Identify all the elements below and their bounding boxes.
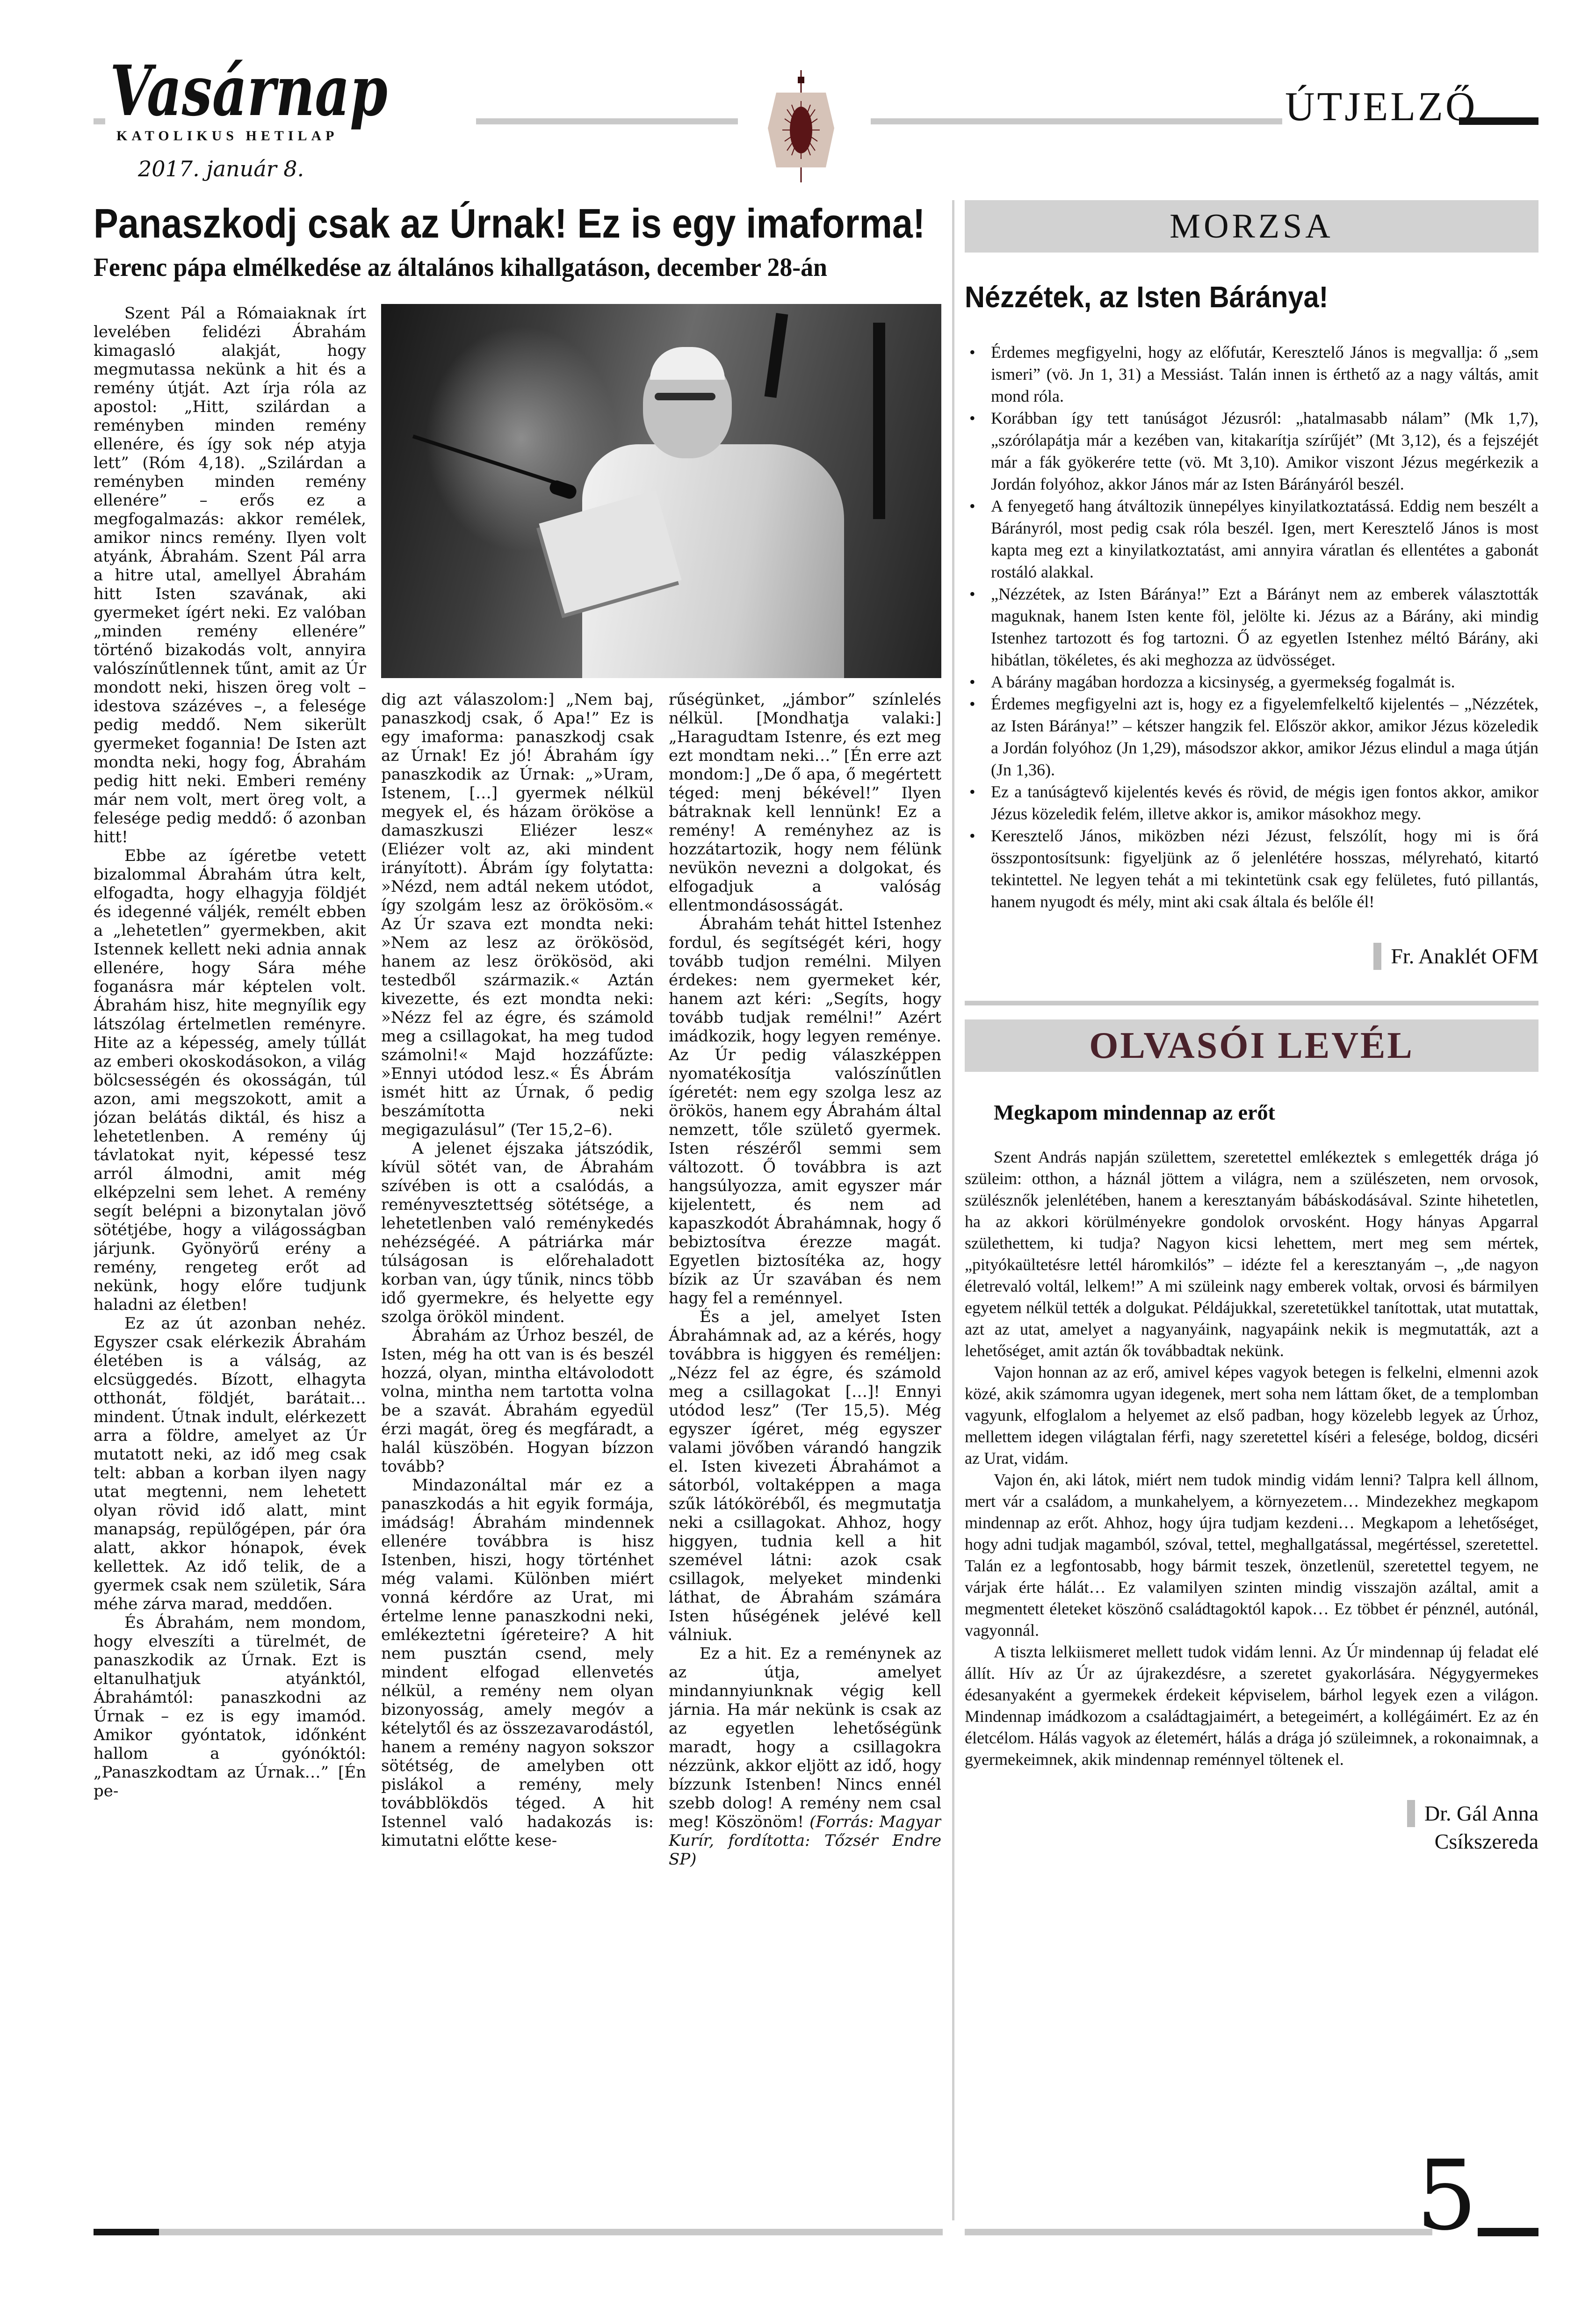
footer-bar-black-left: [94, 2229, 159, 2235]
bullet-icon: •: [969, 409, 975, 427]
article-body: [94, 304, 942, 2202]
bullet-icon: •: [969, 585, 975, 603]
article-header: [94, 202, 942, 282]
morzsa-bullet-list: [965, 341, 1538, 913]
list-item: [965, 825, 1538, 913]
morzsa-section-band: [965, 200, 1538, 253]
paragraph-text: Ez a hit. Ez a reménynek az az útja, amelyet mindannyiunknak végig kell járnia. Ha már nekünk is csak az az egyetlen lehetőségünk maradt, hogy a csillagokra nézzünk, akkor eljött az idő, hogy bízzunk Istenben! Nincs ennél szebb dolog! A remény nem csal meg! Köszönöm!: [669, 1644, 941, 1831]
footer-bar-gray-left: [159, 2229, 943, 2235]
issue-date: 2017. január 8.: [138, 156, 304, 181]
bullet-icon: •: [969, 782, 975, 801]
paragraph: Ábrahám tehát hittel Istenhez fordul, és segítségét kéri, hogy tovább tudjon remélni. Milyen érdekes: nem gyermeket kér, hanem azt kéri: „Segíts, hogy tovább tudjak remélni!” Azért imádkozik, hogy legyen reménye. Az Úr pedig válaszképpen nyomatékosítja valószínűtlen ígéretét: nem egy szolga lesz az örökös, hanem egy Ábrahám által nemzett, tőle születő gyermek. Isten részéről semmi sem változott. Ő továbbra is azt hangsúlyozza, amit egyszer már kijelentett, és nem ad kapaszkodót Ábrahámnak, hogy ő bebiztosítva érezze magát. Egyetlen biztosítéka az, hogy bízik az Úr szavában és nem hagy fel a reménnyel.: [669, 915, 941, 1308]
photo-chair: [873, 323, 885, 519]
bullet-text: Ez a tanúságtevő kijelentés kevés és rövid, de mégis igen fontos akkor, amikor Jézus közeledik felém, illetve akkor is, amikor másokhoz megy.: [991, 782, 1538, 823]
bullet-icon: •: [969, 672, 975, 691]
bullet-icon: •: [969, 343, 975, 361]
paragraph: Ebbe az ígéretbe vetett bizalommal Ábrahám útra kelt, elfogadta, hogy elhagyja földjét és idegenné váljék, remélt ebben a „lehetetlen” gyermekben, akit Istennek kellett neki adnia annak ellenére, hogy Sára méhe foganásra már képtelen volt. Ábrahám hisz, hite megnyílik egy látszólag értelmetlen reményre. Hite az a képesség, amely túllát az emberi okoskodásokon, a világ bölcsességén és okosságán, túl azon, ami megszokott, amit a józan belátás diktál, és hisz a lehetetlenben. A remény új távlatokat nyit, képessé tesz arról álmodni, amit még elképzelni sem lehet. A remény segít belépni a bizonytalan jövő sötétjébe, hogy a világosságban járjunk. Gyönyörű erény a remény, rengeteg erőt ad nekünk, hogy előre tudjunk haladni az életben!: [94, 846, 366, 1314]
paragraph: Ábrahám az Úrhoz beszél, de Isten, még ha ott van is és beszél hozzá, olyan, mintha eltávolodott volna, mintha nem tartotta volna be a szavát. Ábrahám egyedül érzi magát, öreg és megfáradt, a halál küszöbén. Hogyan bízzon tovább?: [381, 1326, 654, 1476]
letter-signature: [965, 1800, 1538, 1827]
bullet-text: A fenyegető hang átváltozik ünnepélyes kinyilatkoztatássá. Eddig nem beszélt a Bárányról, most pedig csak róla beszél. Igen, mert Keresztelő János is most kapta meg ezt a kinyilatkoztatást, ami annyira váratlan és ellentétes a gabonát rostáló alakkal.: [991, 497, 1538, 581]
photo-pope-francis: [381, 304, 941, 678]
paragraph: Vajon honnan az az erő, amivel képes vagyok betegen is felkelni, elmenni azok közé, akik számomra ugyan idegenek, mert soha nem láttam őket, de a templomban vagyunk, elfoglalom a helyemet az első padban, hogy közelebb legyek az Úrhoz, mellettem idegen világtalan férfi, nagy szeretettel kíséri a felesége, boldog, dicséri az Urat, vidám.: [965, 1363, 1538, 1467]
paragraph: rűségünket, „jámbor” színlelés nélkül. [Mondhatja valaki:] „Haragudtam Istenre, és ezt meg ezt mondtam neki…” [Én erre azt mondom:] „De ő apa, ő megértett téged: menj békével!” Ilyen bátraknak kell lennünk! Ez a remény! A reményhez az is hozzátartozik, hogy nem félünk nevükön nevezni a dolgokat, és elfogadjuk a valóság ellentmondásosságát.: [669, 690, 941, 915]
bullet-text: Érdemes megfigyelni azt is, hogy ez a figyelemfelkeltő kijelentés – „Nézzétek, az Isten Báránya!” – kétszer hangzik fel. Először akkor, amikor Jézus közeledik a Jordán folyóhoz (Jn 1,29), másodszor akkor, amikor Jézus elindul a maga útján (Jn 1,36).: [991, 694, 1538, 779]
brand-tagline: KATOLIKUS HETILAP: [116, 128, 339, 144]
bullet-text: Keresztelő János, miközben nézi Jézust, felszólít, hogy mi is őrá összpontosítsunk: figyeljünk az ő jelenlétére hosszas, mélyreható, kitartó tekintettel. Ne legyen tehát a mi tekintetünk csak egy felületes, futó pillantás, hanem nyugodt és mély, mint aki csak általa és belőle él!: [991, 826, 1538, 911]
article-columns-2-3: [381, 304, 941, 2202]
letters-section-band: [965, 1019, 1538, 1072]
section-title: ÚTJELZŐ: [1285, 84, 1478, 130]
list-item: [965, 341, 1538, 407]
masthead-emblem-icon: [761, 70, 841, 184]
paragraph: Mindazonáltal már ez a panaszkodás a hit egyik formája, imádság! Ábrahám mindennek ellenére továbbra is hisz Istenben, hiszi, hogy történhet még valami. Különben miért vonná kérdőre az Urat, mi értelme lenne panaszkodni neki, emlékeztetni ígéreteire? A hit nem pusztán csend, mely mindent elfogad ellenvetés nélkül, a remény nem olyan bizonyosság, amely megóv a kételytől és az összezavarodástól, hanem a remény nagyon sokszor sötétség, de amelyben ott pislákol a remény, mely továbblökdös téged. A hit Istennel való hadakozás is: kimutatni előtte kese-: [381, 1476, 654, 1850]
paragraph: Vajon én, aki látok, miért nem tudok mindig vidám lenni? Talpra kell állnom, mert vár a családom, a munkahelyem, a környezetem… Mindezekhez megkapom mindennap az erőt. Ahhoz, hogy újra tudjam kezdeni… Megkapom a lehetőséget, hogy adni tudjak magamból, szóval, tettel, meghallgatással, megértéssel, szeretettel. Talán ez a legfontosabb, hogy bármit teszek, önzetlenül, szeretettel tegyem, ne várjak érte hálát… Ez valamilyen szinten mindig visszajön azáltal, amit a megmentett életeket köszönő családtagoktól kapok… Ez többet ér pénznél, autónál, vagyonnál.: [965, 1470, 1538, 1640]
bullet-text: A bárány magában hordozza a kicsinység, a gyermekség fogalmát is.: [991, 672, 1455, 691]
column-divider: [952, 200, 954, 2220]
paragraph: Szent Pál a Rómaiaknak írt levelében felidézi Ábrahám kimagasló alakját, hogy megmutassa nekünk a hit és a remény útját. Azt írja róla az apostol: „Hitt, szilárdan a reményben minden remény ellenére, és így sok nép atyja lett” (Róm 4,18). „Szilárdan a reményben minden remény ellenére” – erős ez a megfogalmazás: akkor remélek, amikor nincs remény. Ilyen volt atyánk, Ábrahám. Szent Pál arra a hitre utal, amellyel Ábrahám hitt Isten szavának, aki gyermeket ígért neki. Ez valóban „minden remény ellenére” történő bizakodás volt, annyira valószínűtlennek tűnt, amit az Úr mondott neki, hiszen öreg volt – idestova százéves –, a felesége pedig meddő. Nem sikerült gyermeket fogannia! De Isten azt mondta neki, hogy fog, Ábrahám pedig hitt neki. Emberi remény már nem volt, mert öreg volt, a felesége pedig meddő: ő azonban hitt!: [94, 304, 366, 846]
list-item: [965, 407, 1538, 495]
article-subheadline: Ferenc pápa elmélkedése az általános kihallgatáson, december 28-án: [94, 253, 827, 282]
footer-bar-black-right: [1478, 2228, 1538, 2236]
paragraph: [669, 1644, 941, 1869]
paragraph: És Ábrahám, nem mondom, hogy elveszíti a türelmét, de panaszkodik az Úrnak. Ezt is eltanulhatjuk atyánktól, Ábrahámtól: panaszkodni az Úrnak – ez is egy imamód. Amikor gyóntatok, időnként hallom a gyónóktól: „Panaszkodtam az Úrnak…” [Én pe-: [94, 1613, 366, 1800]
morzsa-signature: [965, 943, 1538, 970]
morzsa-section-label: MORZSA: [1170, 207, 1334, 246]
signature-bar: [1407, 1800, 1415, 1827]
bullet-icon: •: [969, 497, 975, 515]
morzsa-title: Nézzétek, az Isten Báránya!: [965, 280, 1329, 314]
bullet-text: „Nézzétek, az Isten Báránya!” Ezt a Bárányt nem az emberek választották maguknak, hanem Isten kente föl, jelölte ki. Jézus az a Bárány, aki mindig Istenhez tartozott és fog tartozni. Ő az egyetlen Istenhez méltó Bárány, aki hibátlan, tökéletes, és aki meghozza az üdvösséget.: [991, 585, 1538, 669]
list-item: [965, 583, 1538, 671]
paragraph: És a jel, amelyet Isten Ábrahámnak ad, az a kérés, hogy továbbra is higgyen és reméljen: „Nézz fel az égre, és számold meg a csillagokat […]! Ennyi utódod lesz” (Ter 15,5). Még egyszer ígéret, még egyszer valami jövőben várandó hangzik el. Isten kivezeti Ábrahámot a sátorból, voltaképpen a maga szűk látóköréből, és megmutatja neki a csillagokat. Ahhoz, hogy higgyen, tudnia kell a hit szemével látni: azok csak csillagok, melyeket mindenki láthat, de Ábrahám számára Isten hűségének jelévé kell válniuk.: [669, 1308, 941, 1644]
photo-chair: [765, 313, 788, 398]
article-column-2: [381, 690, 654, 1869]
paragraph: A tiszta lelkiismeret mellett tudok vidám lenni. Az Úr mindennap új feladat elé állít. Hív az Úr az újrakezdésre, a szeretet gyakorlására. Négygyermekes édesanyaként a gyermekek érdekeit képviselem, bárhol legyek ezen a világon. Mindennap imádkozom a családtagjaimért, a betegeimért, a kollégáimért. Ez az én életcélom. Hálás vagyok az életemért, hálás a drága jó szüleimnek, a rokonaimnak, a gyermekeimnek, akik mindennap reménnyel töltenek el.: [965, 1642, 1538, 1769]
masthead-rule-right: [871, 118, 1282, 124]
letter-body: [965, 1146, 1538, 1770]
letter-title: Megkapom mindennap az erőt: [994, 1100, 1275, 1124]
masthead-logo: [105, 50, 476, 184]
paragraph: dig azt válaszolom:] „Nem baj, panaszkodj csak, ő Apa!” Ez is egy imaforma: panaszkodj csak az Úrnak! Ez jó! Ábrahám így panaszkodik az Úrnak: „»Uram, Istenem, […] gyermek nélkül megyek el, és házam örököse a damaszkuszi Eliézer lesz« (Eliézer volt az, aki mindent irányított). Ábrám így folytatta: »Nézd, nem adtál nekem utódot, így szolgám lesz az örökösöm.« Az Úr szava ezt mondta neki: »Nem az lesz az örökösöd, hanem az lesz örökösöd, aki testedből származik.« Aztán kivezette, és ezt mondta neki: »Nézz fel az égre, és számold meg a csillagokat, ha meg tudod számolni!« Majd hozzáfűzte: »Ennyi utódod lesz.« És Ábrám ismét hitt az Úrnak, ő pedig beszámította neki megigazulásul” (Ter 15,2–6).: [381, 690, 654, 1139]
photo-figure-glasses: [655, 393, 715, 400]
section-separator: [965, 1001, 1538, 1005]
article-column-3: [669, 690, 941, 1869]
footer-bar-gray-right: [965, 2229, 1432, 2235]
article-column-1: [94, 304, 366, 2202]
list-item: [965, 671, 1538, 693]
bullet-text: Korábban így tett tanúságot Jézusról: „hatalmasabb nálam” (Mk 1,7), „szórólapátja már a kezében van, kitakarítja szírűjét” (Mt 3,12), és a fejszéjét már a fák gyökerére tette (vö. Mt 3,10). Amikor viszont Jézus megérkezik a Jordán folyóhoz, akkor János már az Isten Bárányáról beszél.: [991, 409, 1538, 493]
paragraph: A jelenet éjszaka játszódik, kívül sötét van, de Ábrahám szívében is ott a csalódás, a reményvesztettség sötétsége, a lehetetlenben való reménykedés nehézségéé. A pátriárka már túlságosan is előrehaladott korban van, úgy tűnik, nincs több idő gyermekre, és helyette egy szolga örököl mindent.: [381, 1139, 654, 1326]
letters-section-label: OLVASÓI LEVÉL: [1089, 1025, 1414, 1066]
signature-text: Fr. Anaklét OFM: [1391, 944, 1538, 968]
paragraph: Szent András napján születtem, szeretettel emlékeztek s emlegették drága jó szüleim: otthon, a háznál jöttem a világra, nem a szülészeten, nem orvosok, szülésznők jelenlétében, hanem a keresztanyám bábáskodásával. Szinte hihetetlen, ha az akkori körülményekre gondolok orvosként. Hogy hányas Apgarral születhettem, ki tudja? Nagyon kicsi lehettem, mert meg sem mértek, „pityókaültetésre lettél háromkilós” – idézte fel a keresztanyám –, „de nagyon életrevaló voltál, lelkem!” A mi szüleink nagy emberek voltak, orvosi és bármilyen egyetem nélkül tették a dolgukat. Példájukkal, szeretetükkel tanítottak, utat mutattak, azt az utat, amelyet a nagyanyáink, nagyapáink nekik is megmutatták, azt a lehetőséget, amit aztán ők továbbadtak nekünk.: [965, 1148, 1538, 1360]
page-number: 5: [1416, 2139, 1478, 2252]
bullet-text: Érdemes megfigyelni, hogy az előfutár, Keresztelő János is megvallja: ő „sem ismeri” (vö. Jn 1, 31) a Messiást. Talán innen is érthető az a nagy váltás, amit mond róla.: [991, 343, 1538, 405]
signature-bar: [1373, 943, 1381, 970]
paragraph: Ez az út azonban nehéz. Egyszer csak elérkezik Ábrahám életében is a válság, az elcsüggedés. Bízott, elhagyta otthonát, földjét, barátait… mindent. Útnak indult, elérkezett arra a földre, amelyet az Úr mutatott neki, az idő meg csak telt: abban a korban ilyen nagy utat megtenni, nem lehetett olyan rövid idő alatt, mint manapság, repülőgépen, pár óra alatt, akkor hónapok, évek kellettek. Az idő telik, de a gyermek csak nem születik, Sára méhe zárva marad, meddően.: [94, 1314, 366, 1613]
list-item: [965, 781, 1538, 825]
list-item: [965, 495, 1538, 583]
brand-title: Vasárnap: [110, 50, 388, 131]
bullet-icon: •: [969, 826, 975, 845]
bullet-icon: •: [969, 694, 975, 713]
signature-name: Dr. Gál Anna: [1424, 1801, 1538, 1825]
photo-figure-zucchetto: [650, 347, 725, 380]
source-note: (Forrás: Magyar Kurír, fordította: Tőzsér Endre SP): [669, 1813, 941, 1869]
sidebar-column: [965, 200, 1538, 2225]
article-headline: Panaszkodj csak az Úrnak! Ez is egy imaforma!: [94, 200, 925, 246]
list-item: [965, 693, 1538, 781]
signature-city: Csíkszereda: [1434, 1829, 1538, 1853]
